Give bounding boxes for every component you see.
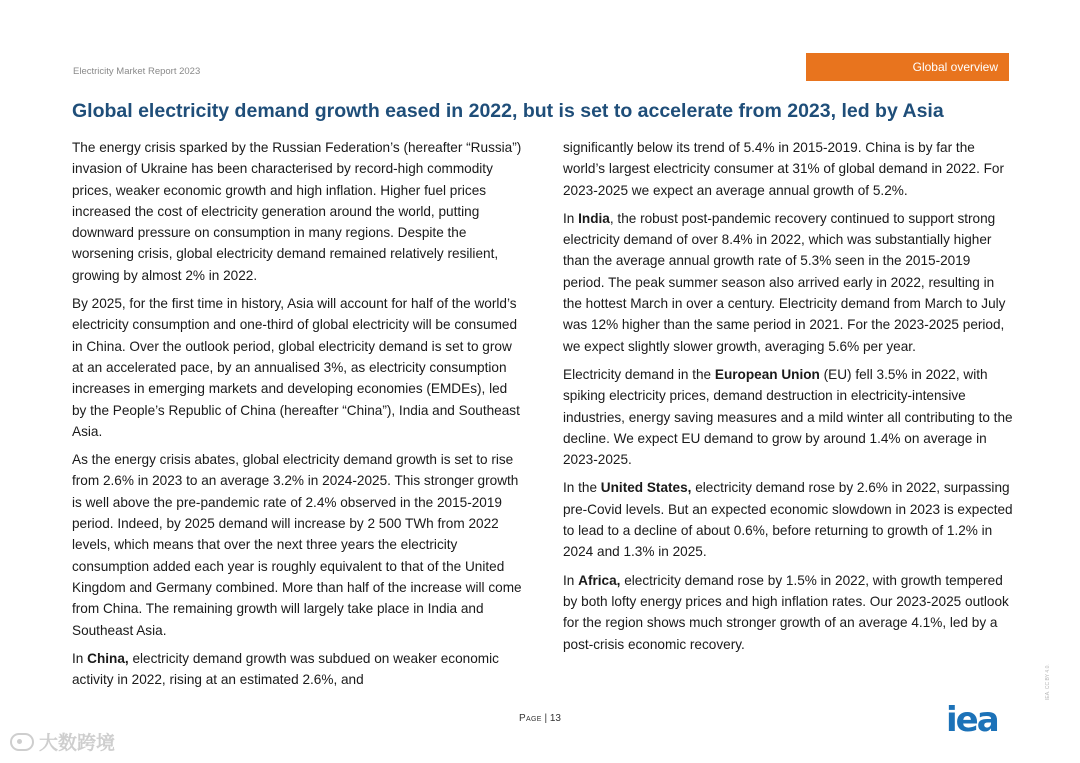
bold-term: Africa,: [578, 572, 621, 588]
paragraph: The energy crisis sparked by the Russian Federation’s (hereafter “Russia”) invasion of Ukraine has been characterised by record-high commodity prices, weaker economic growth and high inflation. Higher fuel prices increased the cost of electricity generation around the world, putting downward pressure on consumption in many regions. Despite the worsening crisis, global electricity demand remained relatively resilient, growing by almost 2% in 2022.: [72, 140, 522, 283]
text-run: (EU) fell 3.5% in 2022, with spiking electricity prices, demand destruction in electricity-intensive industries, energy saving measures and a mild winter all contributing to the decline. We expect EU demand to grow by around 1.4% on average in 2023-2025.: [563, 366, 1013, 468]
paragraph: [563, 477, 1015, 562]
paragraph: [563, 570, 1015, 655]
right-column: [563, 137, 1015, 662]
text-run: electricity demand growth was subdued on weaker economic activity in 2022, rising at an estimated 2.6%, and: [72, 650, 499, 688]
page-title: Global electricity demand growth eased in 2022, but is set to accelerate from 2023, led by Asia: [72, 100, 944, 122]
text-run: In: [72, 650, 88, 666]
report-name: Electricity Market Report 2023: [73, 66, 201, 77]
text-run: , the robust post-pandemic recovery continued to support strong electricity demand of over 8.4% in 2022, which was substantially higher than the average annual growth rate of 5.3% seen in the 2015-2019 period. The peak summer season also arrived early in 2022, resulting in the hottest March in over a century. Electricity demand from March to July was 12% higher than the same period in 2021. For the 2023-2025 period, we expect slightly slower growth, averaging 5.6% per year.: [563, 210, 1006, 354]
page-separator: |: [541, 713, 550, 724]
text-run: In the: [563, 480, 601, 496]
iea-logo: iea: [946, 700, 998, 740]
paragraph: significantly below its trend of 5.4% in 2015-2019. China is by far the world’s largest electricity consumer at 31% of global demand in 2022. For 2023-2025 we expect an average annual growth of 5.2%.: [563, 140, 1005, 198]
bold-term: United States,: [600, 480, 692, 496]
section-tab-label: Global overview: [912, 60, 998, 74]
license-text: IEA. CC BY 4.0.: [1045, 664, 1051, 700]
text-run: electricity demand rose by 2.6% in 2022, surpassing pre-Covid levels. But an expected economic slowdown in 2023 is expected to lead to a decline of about 0.6%, before returning to growth of 1.2% in 2024 and 1.3% in 2025.: [563, 480, 1013, 560]
text-run: Electricity demand in the: [563, 366, 715, 382]
page-number: [0, 713, 1080, 724]
bold-term: China,: [87, 650, 129, 666]
page-word: Page: [519, 713, 542, 724]
page-number-value: 13: [549, 713, 561, 724]
paragraph: By 2025, for the first time in history, Asia will account for half of the world’s electricity consumption and one-third of global electricity will be consumed in China. Over the outlook period, global electricity demand is set to grow at an accelerated pace, by an annualised 3%, as electricity consumption increases in emerging markets and developing economies (EMDEs), led by the People’s Republic of China (hereafter “China”), India and Southeast Asia.: [72, 296, 520, 439]
text-run: In: [563, 210, 579, 226]
bold-term: European Union: [714, 366, 820, 382]
text-run: In: [563, 572, 579, 588]
paragraph: [563, 208, 1015, 357]
section-tab: [806, 53, 1009, 81]
paragraph: [72, 648, 524, 691]
paragraph: [563, 364, 1015, 470]
left-column: [72, 137, 524, 697]
text-run: electricity demand rose by 1.5% in 2022, with growth tempered by both lofty energy prices and high inflation rates. Our 2023-2025 outlook for the region shows much stronger growth of an average 4.1%, led by a post-crisis economic recovery.: [563, 572, 1009, 652]
paragraph: As the energy crisis abates, global electricity demand growth is set to rise from 2.6% in 2023 to an average 3.2% in 2024-2025. This stronger growth is well above the pre-pandemic rate of 2.4% observed in the 2015-2019 period. Indeed, by 2025 demand will increase by 2 500 TWh from 2022 levels, which means that over the next three years the electricity consumption added each year is roughly equivalent to that of the United Kingdom and Germany combined. More than half of the increase will come from China. The remaining growth will largely take place in India and Southeast Asia.: [72, 452, 522, 638]
watermark: [10, 728, 115, 755]
chat-bubble-icon: [10, 733, 34, 751]
watermark-text: 大数跨境: [39, 733, 116, 754]
bold-term: India: [578, 210, 610, 226]
